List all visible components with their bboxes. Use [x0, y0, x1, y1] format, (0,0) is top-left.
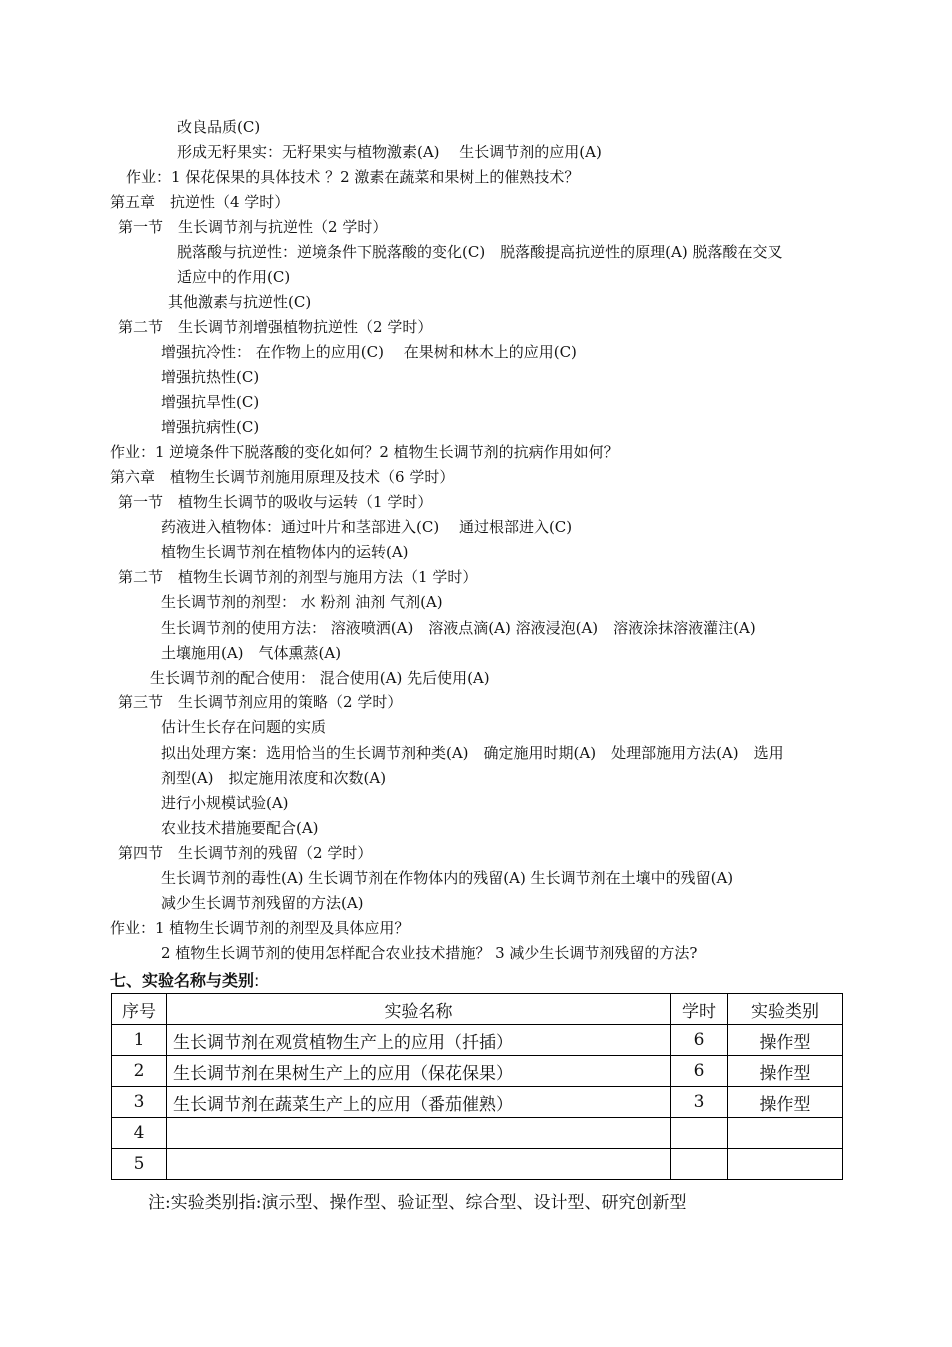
text-line-improve-quality: 改良品质(C)	[177, 118, 261, 136]
homework-line-ch4: 作业：1 保花保果的具体技术 ？2 激素在蔬菜和果树上的催熟技术？	[126, 168, 580, 186]
text-line-disease-resistance: 增强抗病性(C)	[161, 418, 260, 436]
table-row	[112, 1087, 843, 1118]
table-row	[112, 1056, 843, 1087]
cell-index: 1	[112, 1025, 167, 1056]
cell-experiment-name	[167, 1118, 671, 1149]
cell-index: 4	[112, 1118, 167, 1149]
ch5-section-2-heading: 第二节 生长调节剂增强植物抗逆性（2 学时）	[118, 318, 433, 336]
cell-index: 3	[112, 1087, 167, 1118]
cell-experiment-type	[728, 1118, 843, 1149]
ch6-section-3-heading: 第三节 生长调节剂应用的策略（2 学时）	[118, 693, 403, 711]
table-row	[112, 1149, 843, 1180]
cell-hours: 3	[671, 1087, 728, 1118]
text-line-agri-measures: 农业技术措施要配合(A)	[161, 819, 319, 837]
ch6-section-2-heading: 第二节 植物生长调节剂的剂型与施用方法（1 学时）	[118, 568, 478, 586]
header-experiment-name: 实验名称	[167, 994, 671, 1025]
header-experiment-type: 实验类别	[728, 994, 843, 1025]
text-line-estimate-problem: 估计生长存在问题的实质	[161, 718, 327, 736]
cell-experiment-type: 操作型	[728, 1056, 843, 1087]
text-line-heat-resistance: 增强抗热性(C)	[161, 368, 260, 386]
header-index: 序号	[112, 994, 167, 1025]
text-line-cross-adaptation: 适应中的作用(C)	[177, 268, 291, 286]
text-line-reduce-residue: 减少生长调节剂残留的方法(A)	[161, 894, 364, 912]
text-line-residue: 生长调节剂的毒性(A) 生长调节剂在作物体内的残留(A) 生长调节剂在土壤中的残留(A)	[161, 869, 734, 887]
header-hours: 学时	[671, 994, 728, 1025]
cell-experiment-name	[167, 1149, 671, 1180]
experiment-table	[111, 993, 843, 1180]
cell-experiment-type: 操作型	[728, 1087, 843, 1118]
text-line-small-trial: 进行小规模试验(A)	[161, 794, 289, 812]
text-line-other-hormones: 其他激素与抗逆性(C)	[168, 293, 312, 311]
text-line-application-methods: 生长调节剂的使用方法： 溶液喷洒(A) 溶液点滴(A) 溶液浸泡(A) 溶液涂抹溶液灌注(A)	[161, 619, 756, 637]
section-7-colon: :	[254, 971, 260, 990]
ch6-section-1-heading: 第一节 植物生长调节的吸收与运转（1 学时）	[118, 493, 433, 511]
cell-experiment-name: 生长调节剂在观赏植物生产上的应用（扦插）	[167, 1025, 671, 1056]
section-7-heading	[110, 970, 259, 992]
table-note: 注:实验类别指:演示型、操作型、验证型、综合型、设计型、研究创新型	[148, 1193, 687, 1213]
cell-index: 2	[112, 1056, 167, 1087]
chapter-5-heading: 第五章 抗逆性（4 学时）	[110, 193, 290, 211]
text-line-cold-resistance: 增强抗冷性： 在作物上的应用(C) 在果树和林木上的应用(C)	[161, 343, 577, 361]
cell-experiment-name: 生长调节剂在果树生产上的应用（保花保果）	[167, 1056, 671, 1087]
section-7-title: 七、实验名称与类别	[110, 971, 255, 990]
text-line-soil-application: 土壤施用(A) 气体熏蒸(A)	[161, 644, 342, 662]
cell-hours: 6	[671, 1056, 728, 1087]
text-line-formulations: 生长调节剂的剂型： 水 粉剂 油剂 气剂(A)	[161, 593, 443, 611]
text-line-entry-into-plant: 药液进入植物体：通过叶片和茎部进入(C) 通过根部进入(C)	[161, 518, 573, 536]
cell-hours	[671, 1118, 728, 1149]
text-line-transport: 植物生长调节剂在植物体内的运转(A)	[161, 543, 409, 561]
text-line-aba-stress: 脱落酸与抗逆性：逆境条件下脱落酸的变化(C) 脱落酸提高抗逆性的原理(A) 脱落酸在交叉	[177, 243, 783, 261]
homework-line-ch6-cont: 2 植物生长调节剂的使用怎样配合农业技术措施？ 3 减少生长调节剂残留的方法?	[161, 944, 698, 962]
cell-experiment-type	[728, 1149, 843, 1180]
text-line-seedless-fruit: 形成无籽果实：无籽果实与植物激素(A) 生长调节剂的应用(A)	[177, 143, 602, 161]
ch5-section-1-heading: 第一节 生长调节剂与抗逆性（2 学时）	[118, 218, 388, 236]
text-line-drought-resistance: 增强抗旱性(C)	[161, 393, 260, 411]
table-header-row	[112, 994, 843, 1025]
cell-hours	[671, 1149, 728, 1180]
cell-experiment-name: 生长调节剂在蔬菜生产上的应用（番茄催熟）	[167, 1087, 671, 1118]
text-line-combined-use: 生长调节剂的配合使用： 混合使用(A) 先后使用(A)	[150, 669, 490, 687]
text-line-dosage: 剂型(A) 拟定施用浓度和次数(A)	[161, 769, 387, 787]
chapter-6-heading: 第六章 植物生长调节剂施用原理及技术（6 学时）	[110, 468, 455, 486]
homework-line-ch5: 作业：1 逆境条件下脱落酸的变化如何？2 植物生长调节剂的抗病作用如何？	[110, 443, 619, 461]
text-line-treatment-plan: 拟出处理方案：选用恰当的生长调节剂种类(A) 确定施用时期(A) 处理部施用方法(A) 选用	[161, 744, 784, 762]
homework-line-ch6: 作业：1 植物生长调节剂的剂型及具体应用？	[110, 919, 410, 937]
cell-experiment-type: 操作型	[728, 1025, 843, 1056]
cell-hours: 6	[671, 1025, 728, 1056]
ch6-section-4-heading: 第四节 生长调节剂的残留（2 学时）	[118, 844, 373, 862]
cell-index: 5	[112, 1149, 167, 1180]
table-row	[112, 1025, 843, 1056]
table-row	[112, 1118, 843, 1149]
